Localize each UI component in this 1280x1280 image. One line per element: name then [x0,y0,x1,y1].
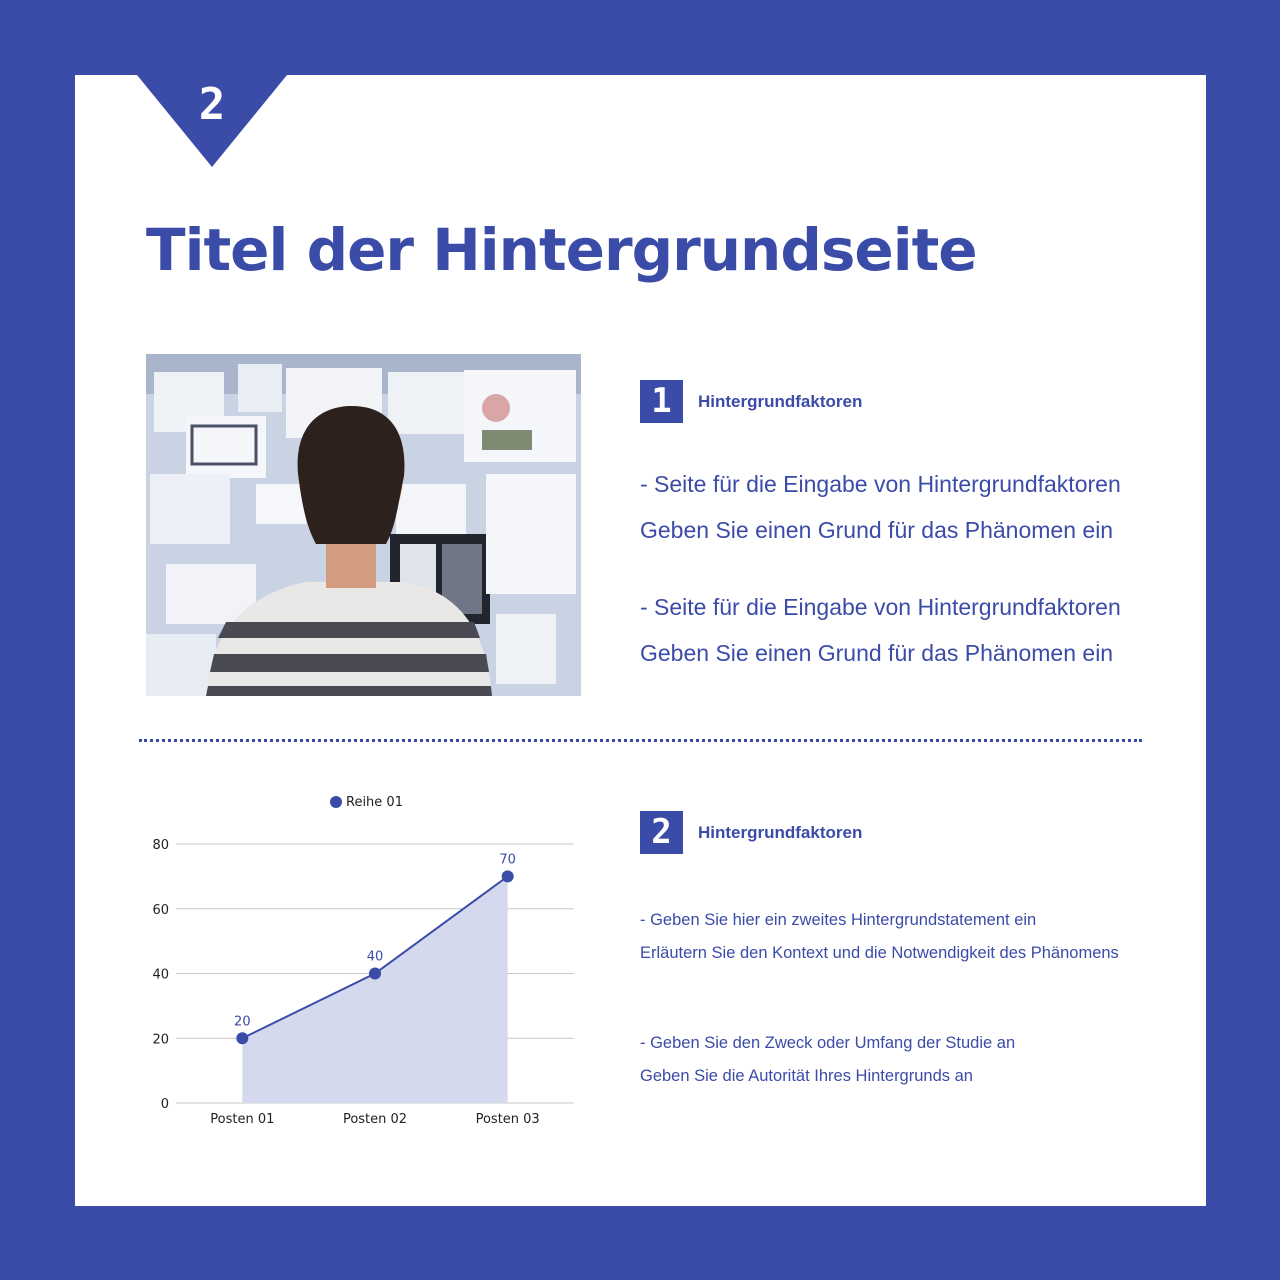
section-1-label: Hintergrundfaktoren [698,392,863,411]
x-tick-label: Posten 01 [210,1112,275,1127]
section-2-label: Hintergrundfaktoren [698,823,863,842]
dotted-divider [139,739,1142,742]
legend-marker [330,796,342,808]
paragraph-line: Geben Sie einen Grund für das Phänomen ein [640,517,1114,543]
data-label: 70 [499,852,516,868]
page-number: 2 [198,79,226,130]
paragraph-line: Geben Sie die Autorität Ihres Hintergrunds an [640,1067,973,1085]
data-label: 20 [234,1014,251,1030]
paragraph-line: Erläutern Sie den Kontext und die Notwendigkeit des Phänomens [640,944,1119,962]
data-point [502,870,514,882]
y-tick-label: 0 [160,1097,169,1112]
page-title: Titel der Hintergrundseite [146,216,977,284]
section-2-paragraph-2 [640,1027,1015,1093]
y-tick-label: 40 [152,967,169,983]
y-tick-label: 20 [152,1032,169,1048]
legend-label: Reihe 01 [346,795,403,810]
slide-card [75,75,1206,1206]
series-area [242,876,507,1103]
y-tick-label: 60 [152,902,169,918]
x-tick-label: Posten 03 [475,1112,540,1127]
paragraph-line: - Seite für die Eingabe von Hintergrundfaktoren [640,471,1121,497]
section-1-number: 1 [640,380,683,423]
line-area-chart [135,775,595,1140]
section-1-paragraph-1 [640,461,1121,553]
x-tick-label: Posten 02 [342,1112,408,1127]
data-point [236,1032,248,1044]
person-looking-at-wall-of-papers-photo [146,354,581,696]
paragraph-line: - Geben Sie hier ein zweites Hintergrundstatement ein [640,911,1037,929]
section-1-paragraph-2 [640,584,1121,676]
section-2-paragraph-1 [640,904,1119,970]
data-label: 40 [366,949,384,965]
y-tick-label: 80 [152,838,169,853]
section-2-number: 2 [640,811,683,854]
paragraph-line: Geben Sie einen Grund für das Phänomen ein [640,640,1114,666]
page-number-badge [137,75,287,167]
paragraph-line: - Seite für die Eingabe von Hintergrundfaktoren [640,594,1121,620]
data-point [369,968,381,980]
chart-svg [135,775,595,1135]
paragraph-line: - Geben Sie den Zweck oder Umfang der Studie an [640,1034,1016,1052]
